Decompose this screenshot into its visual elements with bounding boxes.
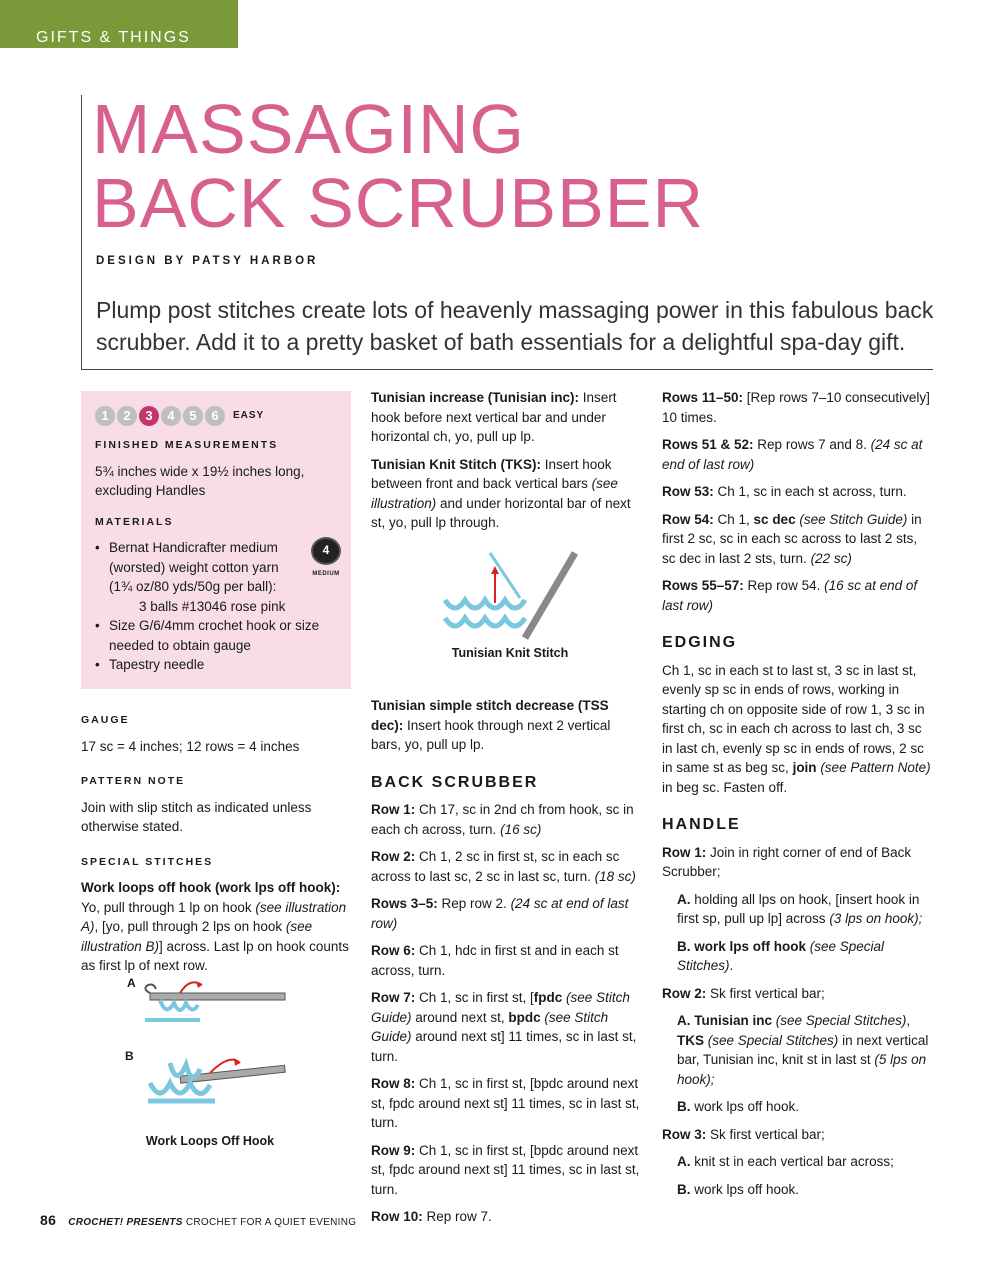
column-3 [662, 388, 934, 1207]
tinc-text: Insert hook before next vertical bar and under horizontal ch, yo, pull up lp. [371, 390, 617, 444]
row-53-label: Row 53: [662, 484, 714, 499]
handle-row-3-text: Sk first vertical bar; [706, 1126, 825, 1142]
handle-row-3a-label: A. [677, 1154, 691, 1169]
handle-row-2-text: Sk first vertical bar; [706, 985, 825, 1001]
row-54-count: (22 sc) [810, 550, 852, 566]
row-53 [662, 482, 934, 502]
yarn-color: 3 balls #13046 rose pink [139, 598, 286, 614]
tks-def [371, 455, 643, 533]
edging-head: EDGING [662, 634, 738, 651]
edging-join: join [792, 760, 817, 775]
row-2 [371, 847, 643, 886]
row-10-label: Row 10: [371, 1209, 423, 1224]
row-7-text-1: Ch 1, sc in first st, [ [415, 990, 534, 1005]
handle-row-1a-count: (3 lps on hook); [829, 911, 923, 926]
row-6 [371, 941, 643, 980]
page-title [92, 92, 704, 240]
row-6-label: Row 6: [371, 943, 416, 958]
row-7-text-2: around next st, [411, 1009, 509, 1025]
row-2-label: Row 2: [371, 849, 416, 864]
row-7-text-3: around next st] 11 times, sc in last st, turn. [371, 1029, 637, 1064]
row-7-ref-1: (see Stitch Guide) [371, 990, 630, 1025]
back-scrubber-head: BACK SCRUBBER [371, 773, 539, 791]
rows-55-57 [662, 576, 934, 615]
tks-ref: (see illustration) [371, 476, 618, 511]
figure-b-illustration [140, 1043, 290, 1113]
special-stitches-head: SPECIAL STITCHES [81, 855, 214, 868]
row-6-text: Ch 1, hdc in first st and in each st across, turn. [371, 943, 619, 978]
handle-row-2a-count: (5 lps on hook); [677, 1052, 927, 1087]
rows-55-57-label: Rows 55–57: [662, 578, 744, 593]
gauge-head: GAUGE [81, 714, 130, 726]
edging-ref: (see Pattern Note) [816, 760, 931, 775]
row-7-ref-2: (see Stitch Guide) [371, 1009, 609, 1044]
pattern-note-head: PATTERN NOTE [81, 775, 186, 787]
edging-text [662, 661, 934, 798]
row-2-text: Ch 1, 2 sc in first st, sc in each sc across to last sc, 2 sc in last sc, turn. [371, 849, 620, 884]
figure-b-label: B [125, 1049, 134, 1063]
handle-row-3b [662, 1180, 934, 1200]
skill-dot-4: 4 [161, 406, 181, 426]
row-7-fpdc: fpdc [533, 990, 563, 1005]
finished-text: 5¾ inches wide x 19½ inches long, excluding Handles [95, 463, 305, 498]
page-number: 86 [40, 1212, 57, 1228]
gauge-text: 17 sc = 4 inches; 12 rows = 4 inches [81, 738, 300, 754]
tss-term: Tunisian simple stitch decrease (TSS dec): [371, 698, 609, 733]
row-2-count: (18 sc) [594, 868, 636, 884]
yarn-weight-symbol [311, 537, 341, 585]
row-54-text-1: Ch 1, [713, 511, 754, 527]
handle-row-1a-label: A. [677, 891, 691, 907]
handle-row-2a-ref-2: (see Special Stitches) [704, 1032, 839, 1048]
handle-row-1b-ref: (see Special Stitches) [677, 938, 885, 973]
handle-row-2b-text: work lps off hook. [690, 1099, 800, 1114]
page-footer [40, 1212, 356, 1228]
row-8-text: Ch 1, sc in first st, [bpdc around next st, fpdc around next st] 11 times, sc in last st, turn. [371, 1076, 640, 1130]
row-10 [371, 1207, 643, 1227]
materials-needle: • Tapestry needle [95, 655, 337, 675]
wlo-definition [81, 878, 351, 976]
title-line-1: MASSAGING [92, 90, 525, 168]
row-8-label: Row 8: [371, 1076, 416, 1091]
row-7-label: Row 7: [371, 990, 416, 1005]
tks-term: Tunisian Knit Stitch (TKS): [371, 456, 541, 472]
tks-text-1: Insert hook between front and back vertical bars [371, 456, 612, 491]
handle-row-1a-text: holding all lps on hook, [insert hook in first sp, pull up lp] across [677, 891, 920, 926]
wlo-a: Yo, pull through 1 lp on hook [81, 899, 256, 915]
yarn-desc: Bernat Handicrafter medium (worsted) weight cotton yarn (1¾ oz/80 yds/50g per ball): [109, 540, 279, 594]
handle-row-1-label: Row 1: [662, 844, 707, 860]
handle-row-2b [662, 1097, 934, 1117]
rows-55-57-text: Rep row 54. [743, 578, 825, 593]
row-9 [371, 1141, 643, 1200]
rows-51-52-count: (24 sc at end of last row) [662, 437, 923, 472]
hook-tip-a [145, 985, 156, 994]
handle-row-1a [662, 890, 934, 929]
tks-illustration [440, 548, 590, 643]
rows-51-52-label: Rows 51 & 52: [662, 437, 754, 452]
handle-row-3a [662, 1152, 934, 1172]
handle-row-2 [662, 984, 934, 1004]
rows-51-52 [662, 435, 934, 474]
loops-b-upper [170, 1063, 200, 1077]
skill-level [95, 406, 337, 426]
row-1 [371, 800, 643, 839]
row-54 [662, 510, 934, 569]
tks-text-2: and under horizontal bar of next st, yo, pull lp through. [371, 495, 631, 530]
handle-row-2a-label: A. Tunisian inc [677, 1013, 773, 1028]
hook-shaft-a [150, 993, 285, 1000]
row-7-bpdc: bpdc [508, 1009, 541, 1025]
row-54-text-2: in first 2 sc, sc in each sc across to last 2 sts, sc dec in last 2 sts, turn. [662, 511, 922, 566]
handle-row-3 [662, 1125, 934, 1145]
row-1-count: (16 sc) [500, 821, 542, 837]
yarn-weight-number: 4 [322, 543, 330, 558]
tunisian-inc-def [371, 388, 643, 447]
handle-row-2a-ref: (see Special Stitches) [772, 1013, 907, 1028]
column-1 [81, 703, 351, 984]
rows-55-57-count: (16 sc at end of last row) [662, 578, 918, 613]
row-53-text: Ch 1, sc in each st across, turn. [713, 484, 907, 499]
handle-row-2a-tks: TKS [677, 1032, 704, 1048]
skill-dot-2: 2 [117, 406, 137, 426]
rows-11-50-text: [Rep rows 7–10 consecutively] 10 times. [662, 390, 930, 425]
wlo-term: Work loops off hook (work lps off hook): [81, 880, 341, 895]
handle-row-3a-text: knit st in each vertical bar across; [690, 1154, 894, 1169]
header-rule-horizontal [81, 369, 933, 370]
skill-dot-1: 1 [95, 406, 115, 426]
intro-text: Plump post stitches create lots of heavenly massaging power in this fabulous back scrubber. Add it to a pretty basket of bath essentials for a delightful spa-day gift. [96, 297, 934, 355]
book-title: CROCHET FOR A QUIET EVENING [182, 1217, 357, 1228]
header-rule-vertical [81, 95, 82, 369]
arrowhead-a [196, 981, 202, 988]
handle-row-2-label: Row 2: [662, 985, 707, 1001]
handle-row-2a-text-1: , [906, 1013, 911, 1028]
row-9-text: Ch 1, sc in first st, [bpdc around next st, fpdc around next st] 11 times, sc in last st, turn. [371, 1142, 640, 1197]
pattern-note-text: Join with slip stitch as indicated unless otherwise stated. [81, 799, 312, 834]
loops-a [160, 1000, 198, 1010]
row-10-text: Rep row 7. [422, 1209, 492, 1224]
handle-row-1b [662, 937, 934, 976]
edging-text-1: Ch 1, sc in each st to last st, 3 sc in last st, evenly sp sc in ends of rows, working in starting ch on opposite side of row 1, 3 sc in first ch, sc in each ch across to last ch, 3 sc in last ch, evenly sp sc in ends of rows, 2 sc in same st as beg sc, [662, 662, 925, 775]
byline: DESIGN BY PATSY HARBOR [96, 255, 319, 267]
wlo-a-ref: (see illustration A) [81, 899, 347, 934]
handle-head: HANDLE [662, 816, 741, 833]
section-tab: GIFTS & THINGS [0, 0, 238, 48]
rows-3-5-count: (24 sc at end of last row) [371, 896, 629, 931]
yarn-ball-icon [311, 537, 341, 565]
handle-row-3b-label: B. [677, 1181, 691, 1197]
handle-row-2a-text-2: in next vertical bar, Tunisian inc, knit st in last st [677, 1032, 929, 1067]
figure-a-illustration [140, 975, 290, 1025]
finished-head: FINISHED MEASUREMENTS [95, 439, 279, 451]
materials-hook: • Size G/6/4mm crochet hook or size needed to obtain gauge [95, 616, 337, 655]
rows-3-5-label: Rows 3–5: [371, 896, 438, 911]
stitch-row-bottom [445, 618, 525, 626]
wlo-b-ref: (see illustration B) [81, 919, 313, 954]
publication-name: CROCHET! PRESENTS [68, 1217, 183, 1228]
tinc-term: Tunisian increase (Tunisian inc): [371, 390, 580, 405]
rows-3-5 [371, 894, 643, 933]
rows-11-50-label: Rows 11–50: [662, 390, 744, 405]
handle-row-1-text: Join in right corner of end of Back Scrubber; [662, 844, 912, 879]
edging-text-2: in beg sc. Fasten off. [662, 779, 788, 795]
title-line-2: BACK SCRUBBER [92, 164, 705, 242]
tss-dec-def [371, 696, 643, 755]
rows-11-50 [662, 388, 934, 427]
row-1-label: Row 1: [371, 802, 416, 817]
wlo-c: ] across. Last lp on hook counts as first lp of next row. [81, 938, 349, 973]
row-54-ref: (see Stitch Guide) [795, 511, 908, 527]
tss-text: Insert hook through next 2 vertical bars, yo, pull up lp. [371, 717, 611, 752]
figure-caption-wlo: Work Loops Off Hook [145, 1134, 275, 1148]
tks-caption: Tunisian Knit Stitch [451, 646, 569, 660]
skill-dot-5: 5 [183, 406, 203, 426]
skill-dot-6: 6 [205, 406, 225, 426]
yarn-weight-label: MEDIUM [312, 571, 340, 577]
stitch-row-top [445, 600, 525, 608]
handle-row-2a [662, 1011, 934, 1089]
handle-row-2b-label: B. [677, 1099, 691, 1114]
handle-row-1b-label: B. work lps off hook [677, 938, 807, 954]
column-2-lower [371, 696, 643, 1235]
materials-head: MATERIALS [95, 515, 174, 528]
handle-row-3b-text: work lps off hook. [690, 1181, 800, 1197]
column-2 [371, 388, 643, 541]
row-9-label: Row 9: [371, 1142, 416, 1158]
row-1-text: Ch 17, sc in 2nd ch from hook, sc in each ch across, turn. [371, 802, 634, 837]
skill-dot-3: 3 [139, 406, 159, 426]
materials-box [81, 391, 351, 689]
handle-row-1 [662, 843, 934, 882]
row-54-scdec: sc dec [753, 511, 796, 527]
row-54-label: Row 54: [662, 511, 714, 527]
materials-list [95, 538, 337, 675]
row-8 [371, 1074, 643, 1133]
row-7 [371, 988, 643, 1066]
figure-a-label: A [127, 976, 136, 990]
handle-row-1b-text: . [729, 958, 734, 973]
handle-row-3-label: Row 3: [662, 1126, 707, 1142]
materials-yarn [95, 538, 337, 616]
loops-b [150, 1083, 210, 1094]
rows-3-5-text: Rep row 2. [437, 896, 511, 911]
skill-label: EASY [233, 410, 265, 422]
wlo-b: , [yo, pull through 2 lps on hook [94, 919, 286, 934]
hook-shaft-tks [525, 553, 575, 638]
rows-51-52-text: Rep rows 7 and 8. [753, 437, 871, 452]
